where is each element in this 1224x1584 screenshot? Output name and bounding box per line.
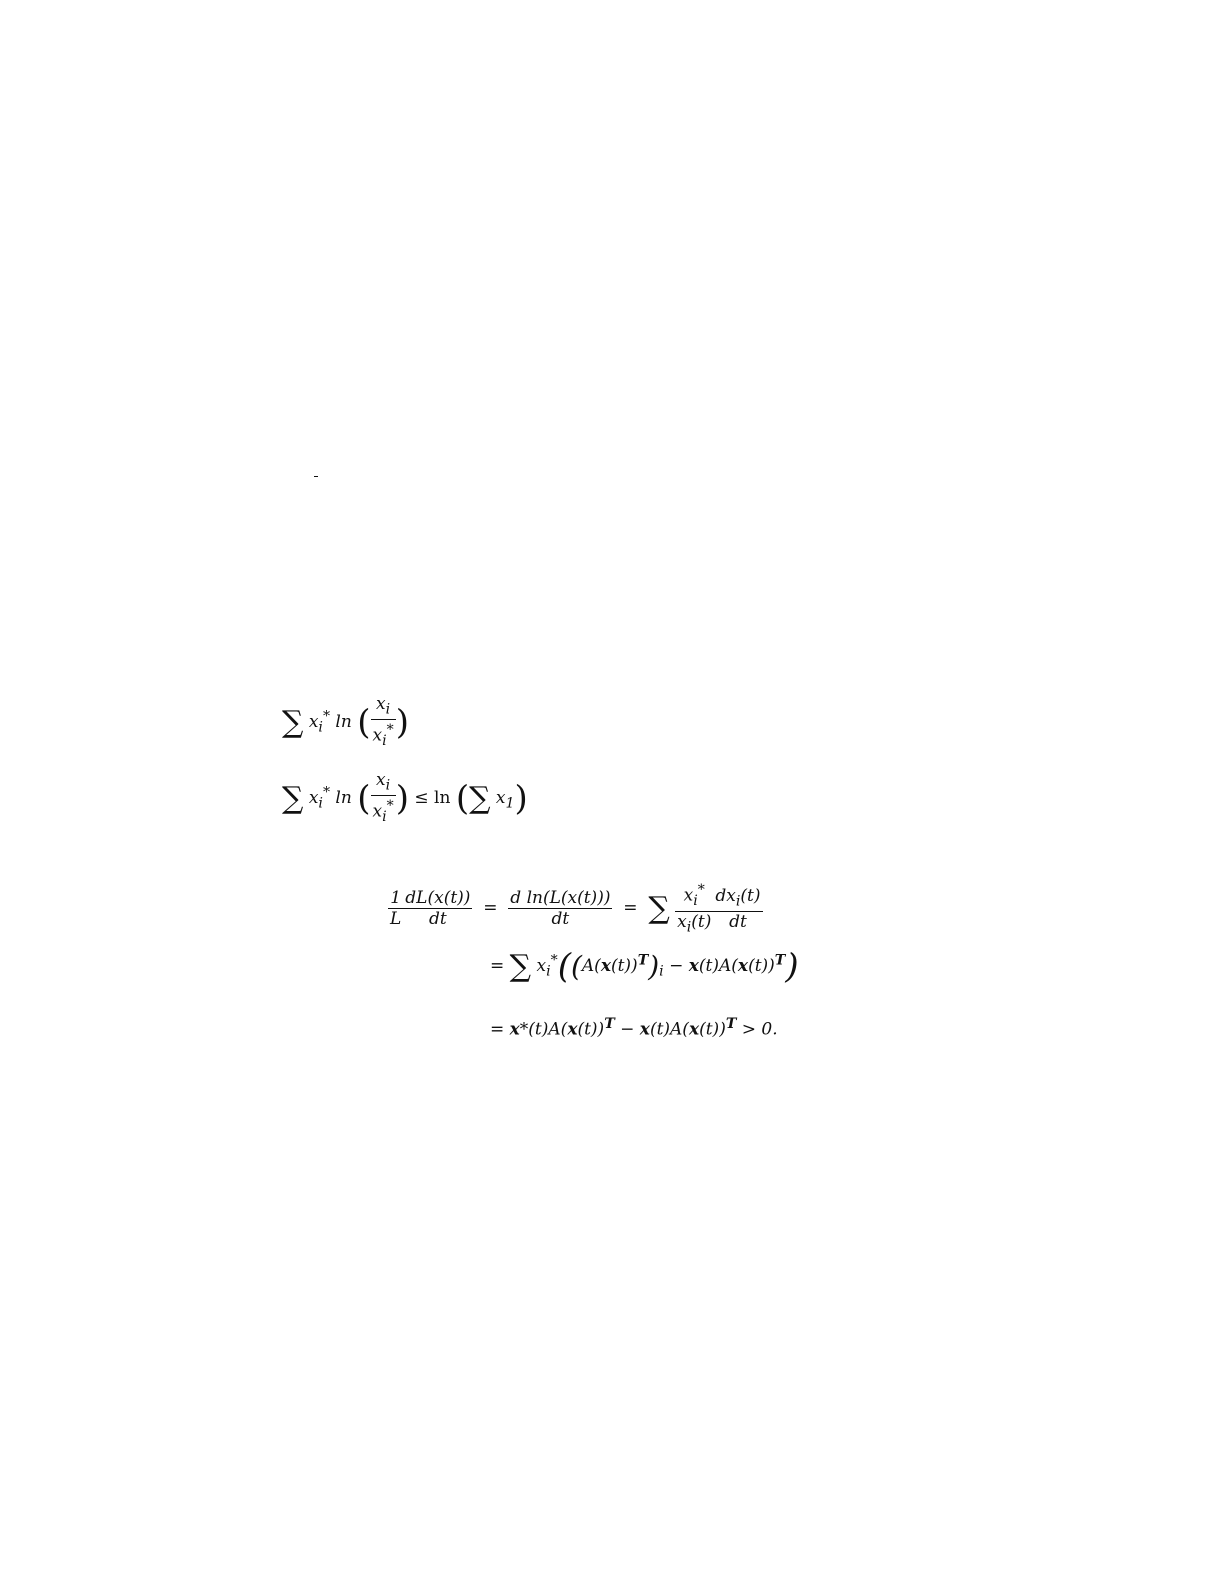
frac-num xyxy=(314,476,318,477)
dl-dt xyxy=(403,888,472,929)
ratio-num: $x_i$ xyxy=(371,694,396,720)
term-xstar-2: $x_i^*$ ln xyxy=(308,784,352,812)
sigma-3: ∑ xyxy=(469,780,491,816)
sigma-4: ∑ xyxy=(648,890,670,926)
derivative-fraction xyxy=(314,476,318,477)
logistic-charts xyxy=(320,265,900,377)
dx-dt xyxy=(713,886,762,932)
ratio-den-2: $x_i^*$ xyxy=(372,798,394,826)
sigma-5: ∑ xyxy=(509,948,532,984)
sum-symbol-2 xyxy=(282,780,304,816)
paren-left: ( xyxy=(357,702,371,743)
sum-symbol-4 xyxy=(648,890,670,926)
x-den: $x_i(t)$ xyxy=(677,912,712,936)
paren-right: ) xyxy=(395,702,409,743)
equation-3-3-line1 xyxy=(314,466,318,486)
sum-symbol xyxy=(282,704,304,740)
xstar-over-x xyxy=(675,880,713,937)
term-xstar: $x_i^*$ ln xyxy=(308,708,352,736)
section-3-4-line3 xyxy=(282,770,528,827)
l-den: L xyxy=(390,909,402,930)
ratio-num-2: $x_i$ xyxy=(371,770,396,796)
one-num: 1 xyxy=(388,888,403,909)
sigma: ∑ xyxy=(282,704,304,740)
ratio-fraction xyxy=(371,694,396,751)
leq-ln: ≤ ln xyxy=(414,788,451,809)
paren-left-3: ( xyxy=(455,778,470,819)
dl-num: dL(x(t)) xyxy=(405,888,471,909)
sum-symbol-3 xyxy=(469,780,491,816)
equation-3-4-line3: = $x*(t)A(x(t))^T - x(t)A(x(t))^T > 0$. xyxy=(490,1016,778,1040)
dlnl-dt xyxy=(508,888,612,929)
equation-3-4-line1: $\frac{1}{L}$ $\frac{dL(x(t))}{dt}$ = $\frac{\text{d ln(L(x(t)))}}{dt}$ = ∑ $\frac{x_i^*}{x_i(t)}$ $\frac{dx_i(t)}{dt}$ xyxy=(390,882,761,936)
ratio-den: $x_i^*$ xyxy=(372,722,394,750)
ratio-fraction-2 xyxy=(371,770,396,827)
best-response-charts xyxy=(320,1168,940,1348)
section-3-4-line1 xyxy=(282,694,946,751)
eq-body-2: $x_i^*((A(x(t))^T)_i - x(t)A(x(t))^T)$ xyxy=(536,946,799,987)
paren-left-2: ( xyxy=(357,778,371,819)
xstar-num: $x_i^*$ xyxy=(675,880,713,912)
dt-den-3: dt xyxy=(729,911,747,932)
one-over-l xyxy=(388,888,403,929)
term-x1: $x_1$ xyxy=(490,788,515,812)
sigma-2: ∑ xyxy=(282,780,304,816)
sum-symbol-5 xyxy=(509,948,532,984)
dlnl-num: d ln(L(x(t))) xyxy=(510,888,611,909)
paren-right-2: ) xyxy=(395,778,409,819)
dt-den-2: dt xyxy=(551,909,570,930)
dt-den: dt xyxy=(429,909,447,930)
dx-num: $dx_i(t)$ xyxy=(713,886,762,912)
paren-right-3: ) xyxy=(514,778,528,819)
equation-3-4-line2: = ∑ $x_i^*((A(x(t))^T)_i - x(t)A(x(t))^T)$ xyxy=(490,946,799,987)
